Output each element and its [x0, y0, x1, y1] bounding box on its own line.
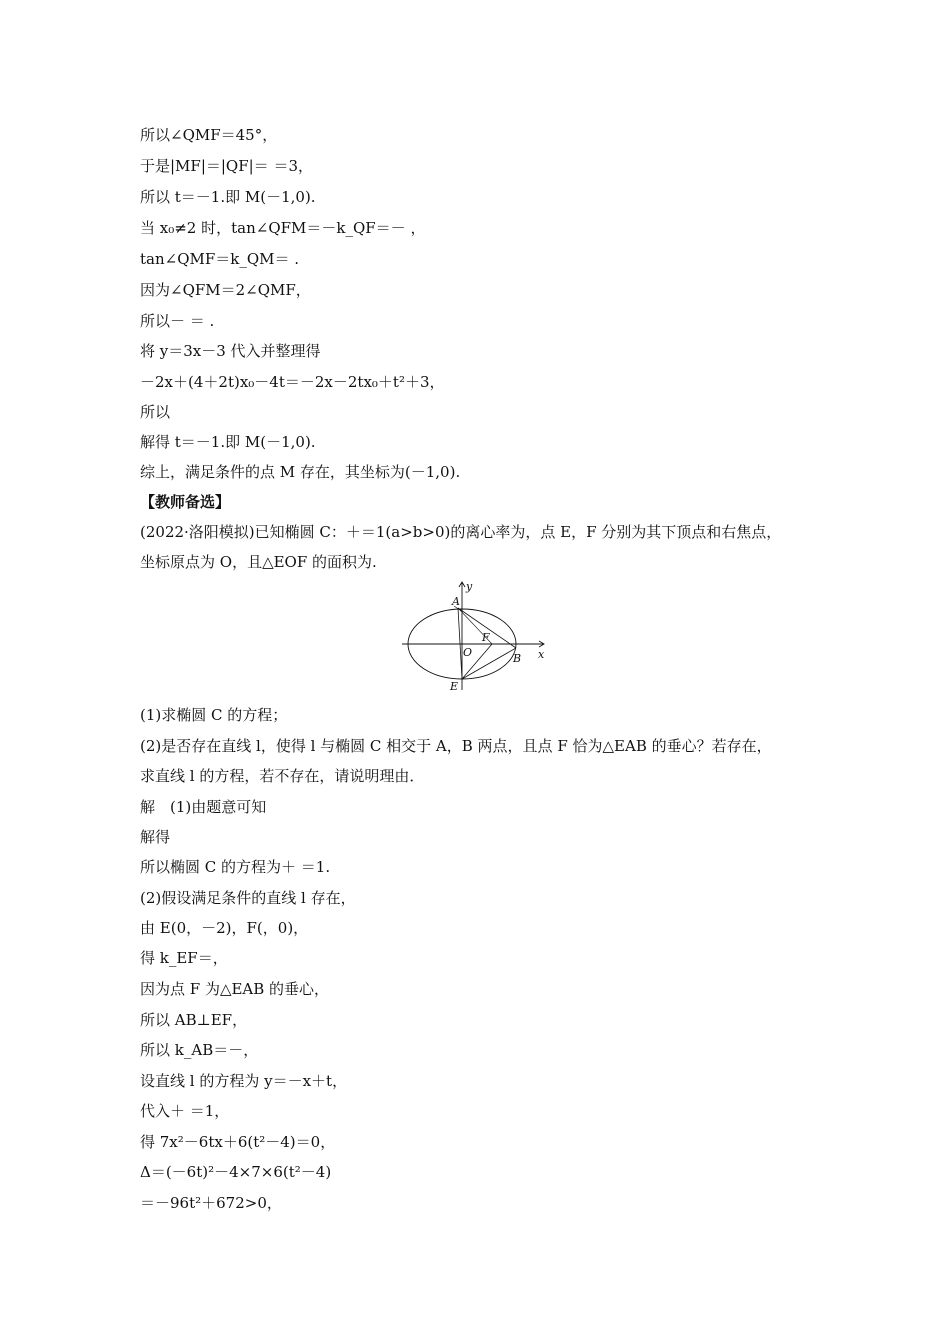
label-x: x: [538, 648, 545, 661]
label-F: F: [482, 631, 490, 644]
text-line: 综上，满足条件的点 M 存在，其坐标为(－1,0).: [140, 463, 461, 481]
text-line: 所以 AB⊥EF，: [140, 1011, 248, 1029]
label-O: O: [463, 646, 473, 659]
text-line: 于是|MF|＝|QF|＝ ＝3，: [140, 157, 313, 175]
text-line: 因为∠QFM＝2∠QMF，: [140, 281, 311, 299]
text-line: 所以椭圆 C 的方程为＋ ＝1.: [140, 858, 331, 876]
label-y: y: [466, 580, 473, 593]
text-line: Δ＝(－6t)²－4×7×6(t²－4): [140, 1163, 332, 1181]
text-line: 解得 t＝－1.即 M(－1,0).: [140, 433, 316, 451]
ellipse-figure: [398, 578, 550, 696]
text-line: 所以: [140, 403, 171, 421]
text-line: (2)假设满足条件的直线 l 存在，: [140, 889, 356, 907]
text-line: 因为点 F 为△EAB 的垂心，: [140, 980, 330, 998]
text-line: 设直线 l 的方程为 y＝－x＋t，: [140, 1072, 348, 1090]
text-line: 得 k_EF＝，: [140, 949, 228, 967]
text-line: (2)是否存在直线 l，使得 l 与椭圆 C 相交于 A，B 两点，且点 F 恰为△EAB 的垂心？若存在，: [140, 737, 772, 755]
text-line: 所以－ ＝ .: [140, 312, 215, 330]
text-line: tan∠QMF＝k_QM＝ .: [140, 250, 300, 268]
line-AE: [458, 608, 462, 679]
text-line: 所以 k_AB＝－，: [140, 1041, 259, 1059]
label-A: A: [452, 595, 460, 608]
text-line: (2022·洛阳模拟)已知椭圆 C：＋＝1(a>b>0)的离心率为，点 E，F 分别为其下顶点和右焦点，: [140, 523, 782, 541]
text-line: 坐标原点为 O，且△EOF 的面积为.: [140, 553, 377, 571]
text-line: 解 (1)由题意可知: [140, 798, 267, 816]
label-B: B: [513, 652, 522, 665]
section-heading: 【教师备选】: [140, 493, 231, 511]
text-line: 解得: [140, 828, 171, 846]
text-line: 代入＋ ＝1，: [140, 1102, 230, 1120]
label-E: E: [450, 680, 459, 693]
text-line: 当 x₀≠2 时，tan∠QFM＝－k_QF＝－ ，: [140, 219, 426, 237]
text-line: 所以∠QMF＝45°，: [140, 126, 278, 144]
ellipse-diagram: [398, 578, 550, 696]
text-line: 求直线 l 的方程，若不存在，请说明理由．: [140, 767, 425, 785]
text-line: 所以 t＝－1.即 M(－1,0).: [140, 188, 316, 206]
text-line: (1)求椭圆 C 的方程；: [140, 706, 288, 724]
text-line: 将 y＝3x－3 代入并整理得: [140, 342, 321, 360]
text-line: －2x＋(4＋2t)x₀－4t＝－2x－2tx₀＋t²＋3，: [140, 373, 445, 391]
text-line: 得 7x²－6tx＋6(t²－4)＝0，: [140, 1133, 336, 1151]
text-line: 由 E(0，－2)，F(，0)，: [140, 919, 309, 937]
text-line: ＝－96t²＋672>0，: [140, 1194, 282, 1212]
